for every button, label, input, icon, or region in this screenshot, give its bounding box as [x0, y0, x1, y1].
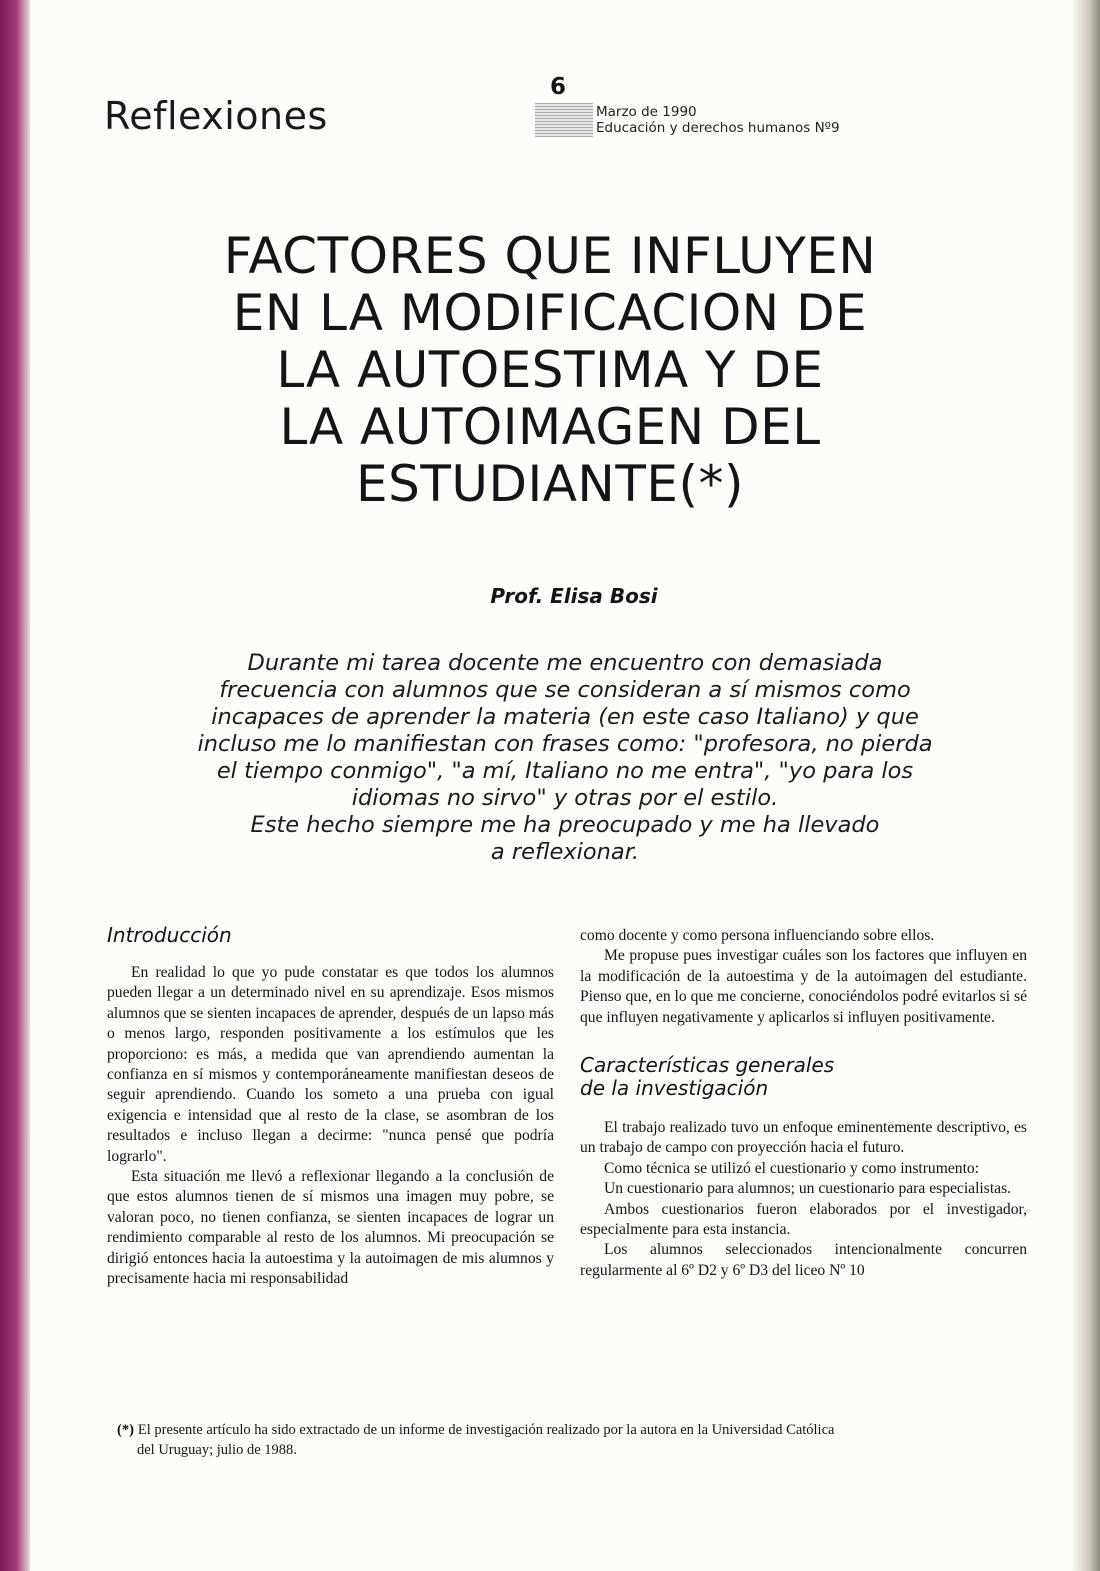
right-column [580, 926, 1027, 1281]
lead-line: a reflexionar. [490, 839, 640, 865]
body-paragraph: Esta situación me llevó a reflexionar llegando a la conclusión de que estos alumnos tienen de sí mismos una imagen muy pobre, se valoran poco, no tienen confianza, se sienten incapaces de lograr un rendimiento comparable al resto de los alumnos. Mi preocupación se dirigió entonces hacia la autoestima y la autoimagen de mis alumnos y precisamente hacia mi responsabilidad [107, 1168, 554, 1288]
header-gray-box [535, 103, 593, 137]
title-line: LA AUTOIMAGEN DEL [279, 398, 821, 456]
title-line: FACTORES QUE INFLUYEN [223, 227, 877, 285]
footnote-text-line1: El presente artículo ha sido extractado de un informe de investigación realizado por la autora en la Universidad Católica [137, 1422, 835, 1438]
body-paragraph: Los alumnos seleccionados intencionalmente concurren regularmente al 6º D2 y 6º D3 del liceo Nº 10 [580, 1241, 1027, 1279]
section-heading-introduccion: Introducción [107, 923, 232, 947]
lead-line: idiomas no sirvo" y otras por el estilo. [351, 785, 779, 811]
title-line: ESTUDIANTE(*) [356, 455, 744, 513]
lead-line: Este hecho siempre me ha preocupado y me ha llevado [250, 812, 880, 838]
section-heading-caracteristicas [580, 1054, 1027, 1100]
issue-publication: Educación y derechos humanos Nº9 [596, 120, 840, 136]
lead-line: el tiempo conmigo", "a mí, Italiano no me entra", "yo para los [216, 758, 914, 784]
body-paragraph: Me propuse pues investigar cuáles son los factores que influyen en la modificación de la autoestima y de la autoimagen del estudiante. Pienso que, en lo que me concierne, conociéndolos podré evitarlos si sé que influyen negativamente y aplicarlos si influyen positivamente. [580, 947, 1027, 1026]
issue-date: Marzo de 1990 [596, 104, 697, 120]
page-edge-left [0, 0, 30, 1571]
footnote [117, 1420, 1007, 1460]
lead-line: Durante mi tarea docente me encuentro con demasiada [247, 650, 883, 676]
issue-info [596, 104, 840, 136]
body-paragraph: Ambos cuestionarios fueron elaborados por el investigador, especialmente para esta instancia. [580, 1200, 1027, 1239]
body-paragraph: Como técnica se utilizó el cuestionario y como instrumento: [604, 1159, 980, 1177]
lead-line: frecuencia con alumnos que se consideran a sí mismos como [219, 677, 911, 703]
body-paragraph: Un cuestionario para alumnos; un cuestionario para especialistas. [604, 1180, 1012, 1198]
footnote-text-line2: del Uruguay; julio de 1988. [137, 1442, 297, 1458]
page-edge-right [1072, 0, 1100, 1571]
lead-line: incluso me lo manifiestan con frases como: "profesora, no pierda [197, 731, 933, 757]
lead-paragraph [140, 650, 990, 866]
lead-line: incapaces de aprender la materia (en este caso Italiano) y que [211, 704, 919, 730]
body-paragraph-continuation: como docente y como persona influenciando sobre ellos. [580, 927, 935, 944]
body-paragraph: El trabajo realizado tuvo un enfoque eminentemente descriptivo, es un trabajo de campo con proyección hacia el futuro. [580, 1119, 1027, 1157]
article-title [130, 228, 970, 513]
title-line: LA AUTOESTIMA Y DE [276, 341, 824, 399]
body-paragraph: En realidad lo que yo pude constatar es que todos los alumnos pueden llegar a un determinado nivel en su aprendizaje. Esos mismos alumnos que se sienten incapaces de aprender, después de un lapso más o menos largo, responden positivamente a los estímulos que les proporciono: es más, a medida que van aprendiendo aumentan la confianza en sí mismos y contemporáneamente manifiestan deseos de seguir aprendiendo. Cuando los someto a una prueba con igual exigencia e intensidad que al resto de la clase, se asombran de los resultados e incluso llegan a decirme: "nunca pensé que podría lograrlo". [107, 964, 554, 1165]
page-number: 6 [550, 74, 567, 100]
author-name: Prof. Elisa Bosi [490, 584, 658, 608]
heading-line: de la investigación [580, 1076, 769, 1101]
left-column [107, 924, 554, 1290]
heading-line: Características generales [580, 1053, 835, 1078]
section-label: Reflexiones [104, 94, 328, 138]
footnote-mark: (*) [117, 1422, 134, 1438]
title-line: EN LA MODIFICACION DE [232, 284, 868, 342]
